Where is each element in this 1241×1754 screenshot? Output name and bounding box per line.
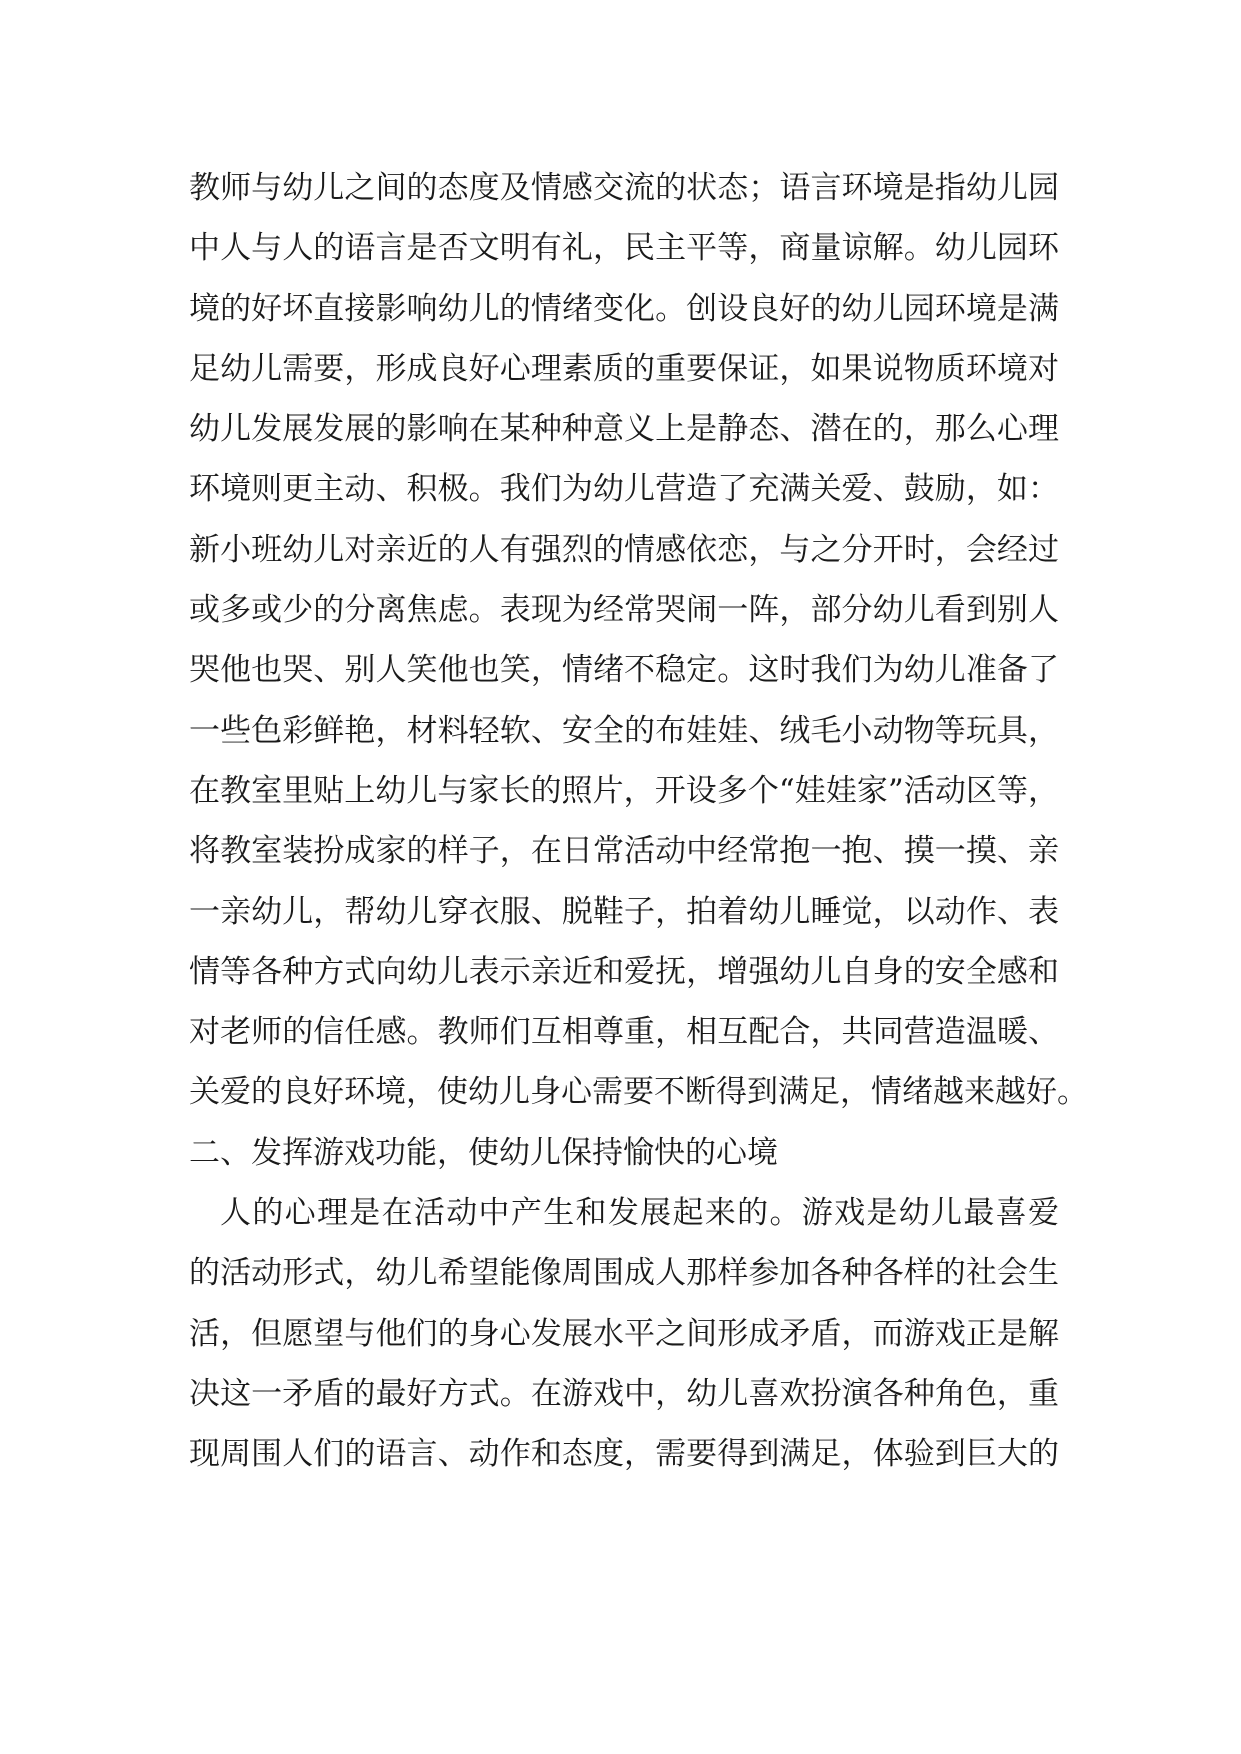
text-line: 决这一矛盾的最好方式。在游戏中，幼儿喜欢扮演各种角色，重	[189, 1375, 1059, 1412]
paragraph-2	[189, 1183, 1059, 1484]
text-line: 或多或少的分离焦虑。表现为经常哭闹一阵，部分幼儿看到别人	[189, 592, 1059, 629]
text-line: 环境则更主动、积极。我们为幼儿营造了充满关爱、鼓励，如：	[189, 471, 1059, 508]
text-line: 足幼儿需要，形成良好心理素质的重要保证，如果说物质环境对	[189, 350, 1059, 387]
text-line: 现周围人们的语言、动作和态度，需要得到满足，体验到巨大的	[189, 1436, 1059, 1473]
text-line: 哭他也哭、别人笑他也笑，情绪不稳定。这时我们为幼儿准备了	[189, 652, 1059, 689]
text-line: 在教室里贴上幼儿与家长的照片，开设多个“娃娃家”活动区等，	[189, 772, 1059, 809]
text-line: 对老师的信任感。教师们互相尊重，相互配合，共同营造温暖、	[189, 1014, 1059, 1051]
text-line: 境的好坏直接影响幼儿的情绪变化。创设良好的幼儿园环境是满	[189, 290, 1059, 327]
text-line: 人的心理是在活动中产生和发展起来的。游戏是幼儿最喜爱	[220, 1195, 1059, 1232]
text-line: 的活动形式，幼儿希望能像周围成人那样参加各种各样的社会生	[189, 1255, 1059, 1292]
text-line: 教师与幼儿之间的态度及情感交流的状态；语言环境是指幼儿园	[189, 170, 1059, 206]
text-line: 活，但愿望与他们的身心发展水平之间形成矛盾，而游戏正是解	[189, 1315, 1059, 1352]
paragraph-1	[189, 158, 1088, 1123]
text-line: 一亲幼儿，帮幼儿穿衣服、脱鞋子，拍着幼儿睡觉，以动作、表	[189, 893, 1059, 930]
text-line: 幼儿发展发展的影响在某种种意义上是静态、潜在的，那么心理	[189, 411, 1059, 448]
text-line: 中人与人的语言是否文明有礼，民主平等，商量谅解。幼儿园环	[189, 230, 1059, 267]
text-line: 将教室装扮成家的样子，在日常活动中经常抱一抱、摸一摸、亲	[189, 833, 1059, 870]
text-line: 新小班幼儿对亲近的人有强烈的情感依恋，与之分开时，会经过	[189, 531, 1059, 568]
text-line: 关爱的良好环境，使幼儿身心需要不断得到满足，情绪越来越好。	[189, 1074, 1088, 1111]
section-heading: 二、发挥游戏功能，使幼儿保持愉快的心境	[189, 1134, 778, 1171]
text-line: 一些色彩鲜艳，材料轻软、安全的布娃娃、绒毛小动物等玩具，	[189, 712, 1059, 749]
text-line: 情等各种方式向幼儿表示亲近和爱抚，增强幼儿自身的安全感和	[189, 953, 1059, 990]
body-text	[189, 158, 1088, 1485]
